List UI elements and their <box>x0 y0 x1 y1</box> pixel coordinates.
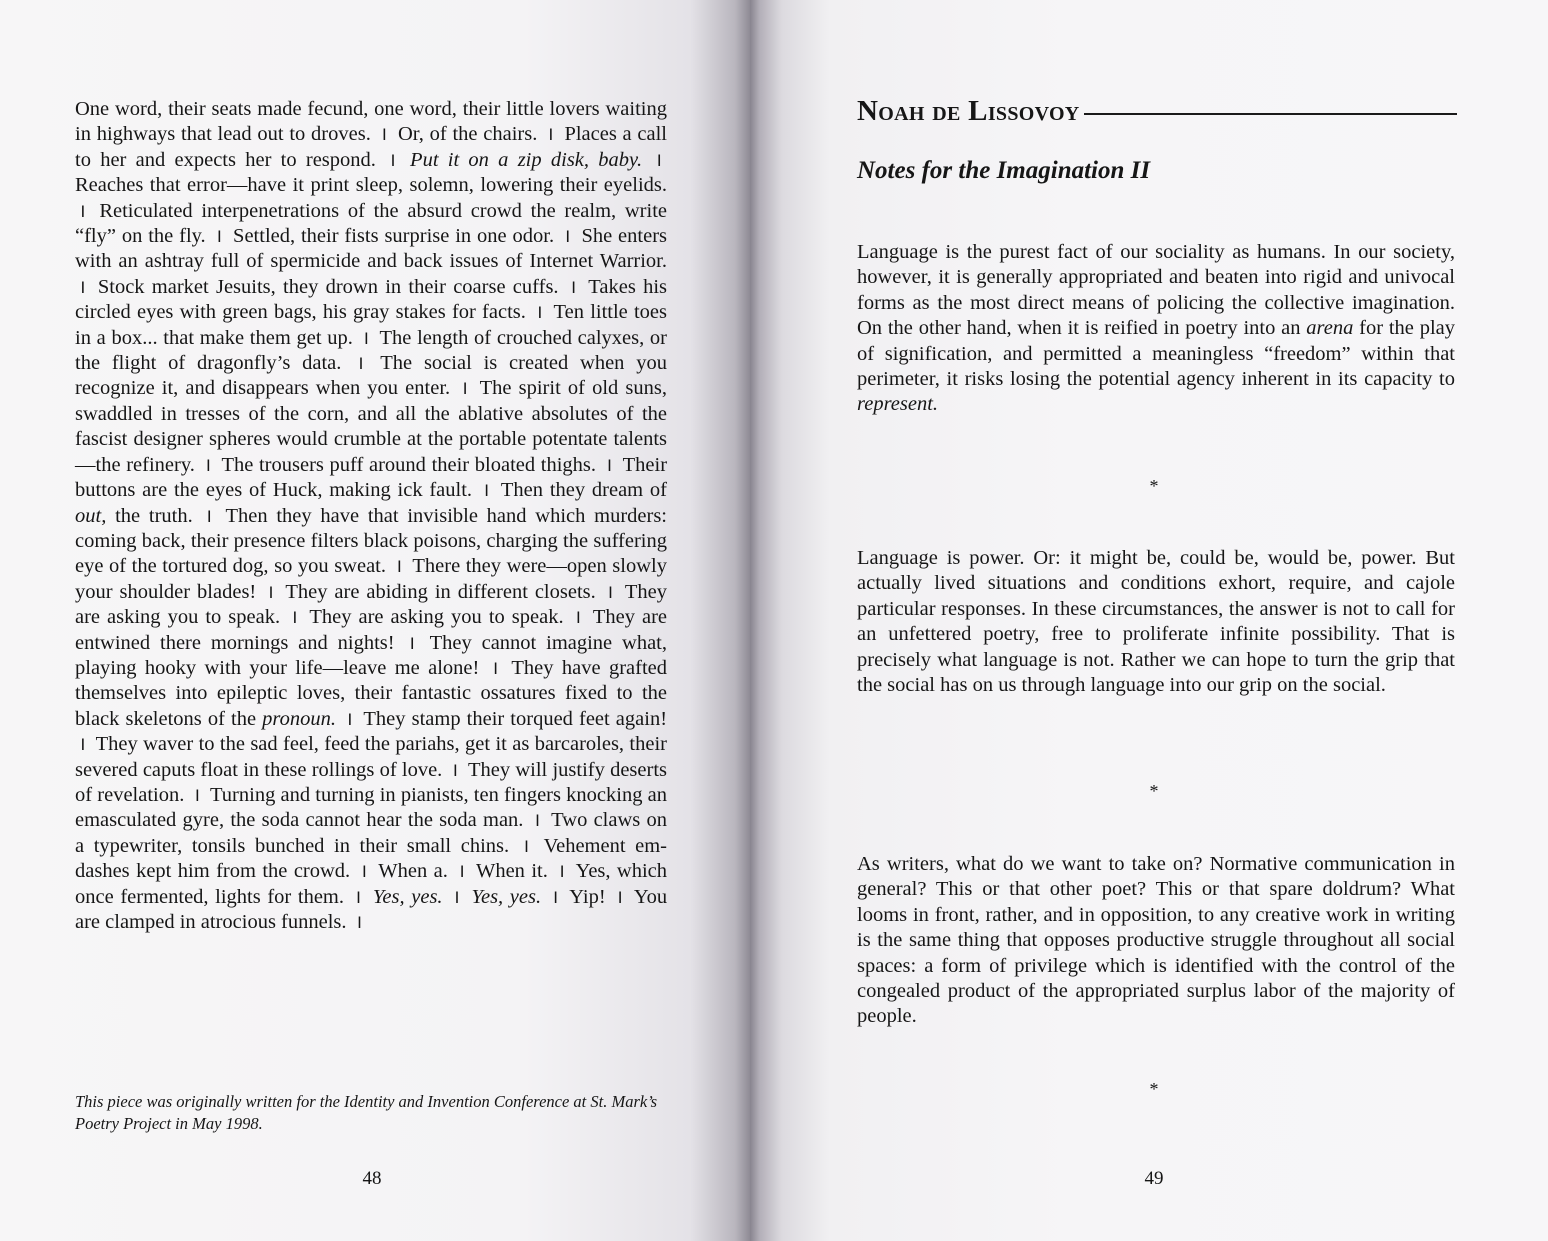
poem-segment: They are asking you to speak. <box>309 606 564 629</box>
segment-separator: I <box>607 455 612 475</box>
poem-segment: When it. <box>475 860 548 883</box>
segment-separator: I <box>459 862 465 882</box>
left-page <box>0 0 750 1241</box>
section-divider: * <box>1149 1079 1159 1099</box>
paragraph-text: As writers, what do we want to take on? Normative communication in general? This or that other poet? This or that spare doldrum? What looms in front, rather, and in opposition, to any creative work in writing is the same thing that opposes productive struggle throughout all social spaces: a form of privilege which is identified with the control of the congealed product of the appropriated surplus labor of the majority of people. <box>857 853 1455 1028</box>
segment-separator: I <box>80 201 86 221</box>
segment-separator: I <box>80 277 86 297</box>
segment-separator: I <box>364 328 369 348</box>
author-name: Noah de Lissovoy <box>857 95 1080 127</box>
segment-separator: I <box>524 836 529 856</box>
poem-segment: One word, their seats made fecund, one word, their little lovers waiting in highways that lead out to droves. <box>75 98 667 146</box>
poem-segment: They will justify deserts of revelation. <box>75 758 667 806</box>
poem-segment: You are clamped in atrocious funnels. <box>75 885 668 933</box>
segment-separator: I <box>217 227 222 247</box>
poem-segment: Then they have that invisible hand which murders: coming back, their presence filters black poisons, charging the suffering eye of the tortured dog, so you sweat. <box>75 504 667 578</box>
segment-separator: I <box>409 633 415 653</box>
poem-segment: Yes, which once fermented, lights for them. <box>75 860 668 908</box>
segment-separator: I <box>565 227 571 247</box>
poem-segment: Reaches that error—have it print sleep, solemn, lowering their eyelids. <box>75 174 667 197</box>
segment-separator: I <box>548 125 554 145</box>
poem-segment: They waver to the sad feel, feed the pariahs, get it as barcaroles, their severed caputs float in these rollings of love. <box>75 733 667 781</box>
segment-separator: I <box>362 862 367 882</box>
poem-segment: The spirit of old suns, swaddled in tresses of the corn, and all the ablative absolutes of the fascist designer spheres would crumble at the portable potentate talents—the refinery. <box>75 377 667 476</box>
segment-separator: I <box>347 709 353 729</box>
poem-segment: Vehement em-dashes kept him from the crowd. <box>75 834 667 883</box>
segment-separator: I <box>390 150 396 170</box>
segment-separator: I <box>205 455 211 475</box>
essay-paragraph-1 <box>857 240 1455 418</box>
poem-segment: They stamp their torqued feet again! <box>363 707 668 730</box>
segment-separator: I <box>268 582 274 602</box>
segment-separator: I <box>462 379 468 399</box>
poem-segment: Yes, yes. <box>471 885 542 908</box>
essay-paragraph-2 <box>857 546 1455 698</box>
segment-separator: I <box>454 887 460 907</box>
poem-segment: There they were—open slowly your shoulder blades! <box>75 555 667 603</box>
segment-separator: I <box>571 277 576 297</box>
poem-segment: The length of crouched calyxes, or the flight of dragonfly’s data. <box>75 326 668 375</box>
poem-segment: Or, of the chairs. <box>397 123 538 146</box>
poem-segment: The trousers puff around their bloated thighs. <box>221 453 597 476</box>
poem-segment: Yip! <box>569 885 606 908</box>
segment-separator: I <box>292 608 298 628</box>
segment-separator: I <box>356 887 361 907</box>
poem-segment: Settled, their fists surprise in one odor. <box>233 225 555 248</box>
poem-segment: Ten little toes in a box... that make them get up. <box>75 301 667 349</box>
poem-segment: Then they dream of out, the truth. <box>75 479 668 527</box>
segment-separator: I <box>80 735 86 755</box>
segment-separator: I <box>553 887 558 907</box>
poem-segment: They are asking you to speak. <box>75 580 668 629</box>
segment-separator: I <box>358 354 364 374</box>
poem-segment: Their buttons are the eyes of Huck, making ick fault. <box>75 453 668 502</box>
segment-separator: I <box>617 887 623 907</box>
segment-separator: I <box>206 506 212 526</box>
author-heading <box>857 95 1457 128</box>
segment-separator: I <box>535 811 540 831</box>
poem-paragraph <box>75 97 667 935</box>
poem-body <box>75 97 667 935</box>
footnote: This piece was originally written for the Identity and Invention Conference at St. Mark’s Poetry Project in May 1998. <box>75 1092 658 1133</box>
segment-separator: I <box>537 303 543 323</box>
paragraph-text: Language is power. Or: it might be, could be, would be, power. But actually lived situations and conditions exhort, require, and cajole particular responses. In these circumstances, the answer is not to call for an unfettered poetry, free to proliferate infinite possibility. That is precisely what language is not. Rather we can hope to turn the grip that the social has on us through language into our grip on the social. <box>857 547 1455 697</box>
poem-segment: Reticulated interpenetrations of the absurd crowd the realm, write “fly” on the fly. <box>75 199 667 248</box>
section-divider: * <box>1149 476 1159 496</box>
segment-separator: I <box>559 862 565 882</box>
poem-segment: They have grafted themselves into epileptic loves, their fantastic ossatures fixed to the black skeletons of the pronoun. <box>75 656 667 730</box>
poem-segment: She enters with an ashtray full of spermicide and back issues of Internet Warrior. <box>75 225 668 273</box>
poem-segment: They cannot imagine what, playing hooky with your life—leave me alone! <box>75 631 668 679</box>
poem-segment: Places a call to her and expects her to respond. <box>75 123 667 171</box>
segment-separator: I <box>452 760 458 780</box>
author-rule <box>1084 113 1457 115</box>
segment-separator: I <box>484 481 490 501</box>
essay-paragraph-3 <box>857 852 1455 1030</box>
segment-separator: I <box>576 608 581 628</box>
segment-separator: I <box>608 582 613 602</box>
paragraph-text: Language is the purest fact of our sociality as humans. In our society, however, it is generally appropriated and beaten into rigid and univocal forms as the most direct means of policing the collective imagination. On the other hand, when it is reified in poetry into an arena for the play of signification, and permitted a meaningless “freedom” within that perimeter, it risks losing the potential agency inherent in its capacity to represent. <box>857 241 1455 416</box>
segment-separator: I <box>493 658 498 678</box>
poem-segment: They are abiding in different closets. <box>285 580 596 603</box>
poem-segment: Takes his circled eyes with green bags, his gray stakes for facts. <box>75 275 667 324</box>
essay-title: Notes for the Imagination II <box>857 157 1151 184</box>
segment-separator: I <box>357 913 362 932</box>
poem-segment: Put it on a zip disk, baby. <box>410 148 643 171</box>
page-number-left: 48 <box>362 1168 382 1189</box>
segment-separator: I <box>656 150 662 170</box>
poem-segment: Turning and turning in pianists, ten fingers knocking an emasculated gyre, the soda cannot hear the soda man. <box>75 783 667 832</box>
poem-segment: Yes, yes. <box>372 885 443 908</box>
segment-separator: I <box>195 785 200 805</box>
section-divider: * <box>1149 781 1159 801</box>
poem-segment: Stock market Jesuits, they drown in their coarse cuffs. <box>97 275 559 298</box>
poem-segment: Two claws on a typewriter, tonsils bunched in their small chins. <box>75 809 667 857</box>
poem-segment: The social is created when you recognize it, and disappears when you enter. <box>75 352 667 400</box>
segment-separator: I <box>382 125 387 145</box>
page-number-right: 49 <box>1144 1168 1164 1189</box>
poem-segment: They are entwined there mornings and nights! <box>75 606 667 654</box>
poem-segment: When a. <box>378 860 448 883</box>
segment-separator: I <box>397 557 402 577</box>
